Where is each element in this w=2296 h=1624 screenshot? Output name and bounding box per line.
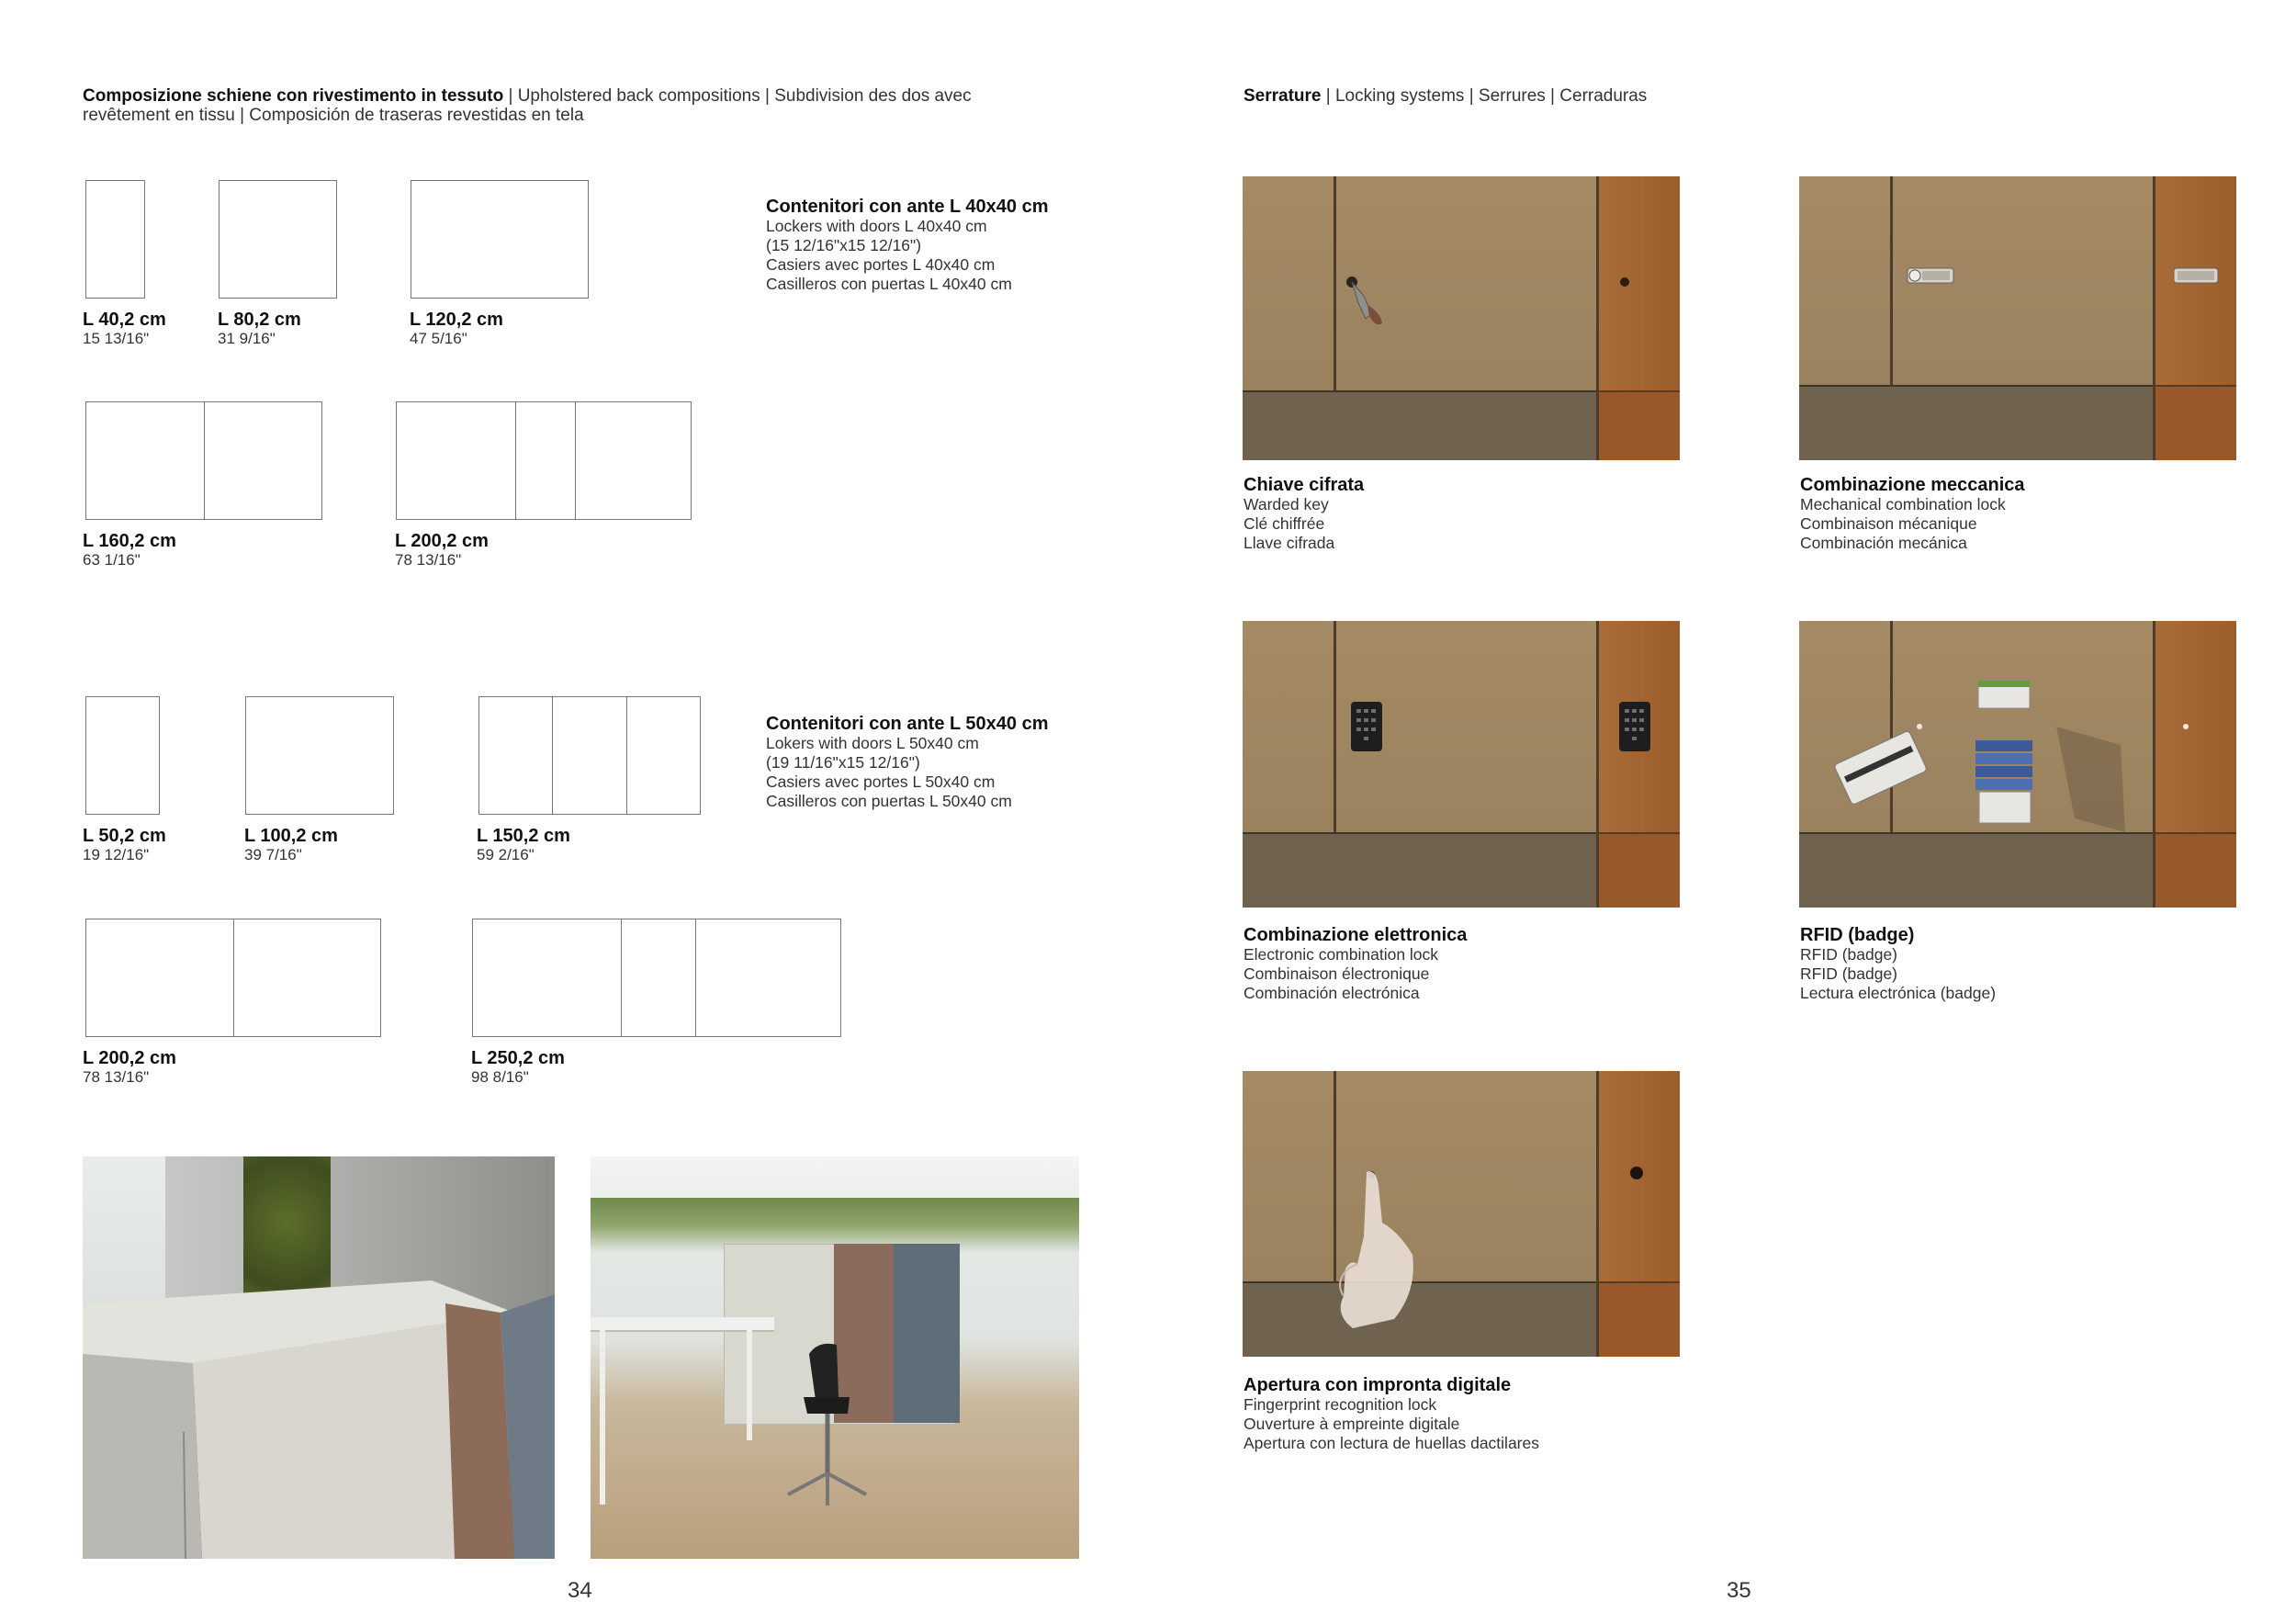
- dim-label-40-5: L 200,2 cm 78 13/16": [395, 531, 489, 569]
- dim-label-50-5: L 250,2 cm 98 8/16": [471, 1048, 565, 1086]
- composition-diagram-40-3: [411, 180, 589, 299]
- lock-description-rfid-badge: RFID (badge) RFID (badge) RFID (badge) Lectura electrónica (badge): [1800, 925, 1997, 1002]
- right-page-number: 35: [1727, 1578, 1751, 1603]
- left-page-header: [83, 86, 1056, 125]
- lock-description-fingerprint: Apertura con impronta digitale Fingerprint recognition lock Ouverture à empreinte digitale Apertura con lectura de huellas dactilares: [1244, 1375, 1539, 1452]
- cabinet-closeup-photo: [83, 1156, 555, 1559]
- right-header-bold: Serrature: [1244, 86, 1322, 106]
- composition-diagram-50-2: [245, 696, 394, 815]
- group-50-line: Casiers avec portes L 50x40 cm: [766, 773, 996, 791]
- composition-diagram-40-4: [85, 401, 322, 520]
- composition-diagram-40-1: [85, 180, 145, 299]
- left-header-rest: | Upholstered back compositions | Subdivision des dos avec revêtement en tissu | Composición de traseras revestidas en tela: [83, 86, 972, 125]
- group-40-line: Lockers with doors L 40x40 cm: [766, 217, 987, 235]
- group-40-title: Contenitori con ante L 40x40 cm: [766, 197, 1049, 217]
- dim-label-40-3: L 120,2 cm 47 5/16": [410, 310, 503, 347]
- warded-key-lock-photo: [1243, 176, 1680, 460]
- composition-diagram-50-4: [85, 919, 381, 1037]
- group-40-line: Casiers avec portes L 40x40 cm: [766, 255, 996, 274]
- group-50-line: Casilleros con puertas L 50x40 cm: [766, 792, 1012, 810]
- group-40-line: (15 12/16"x15 12/16"): [766, 236, 922, 254]
- group-50-description: [766, 714, 1133, 811]
- left-header-bold: Composizione schiene con rivestimento in tessuto: [83, 86, 504, 106]
- group-50-line: Lokers with doors L 50x40 cm: [766, 734, 979, 752]
- right-page-header: [1244, 86, 2070, 106]
- group-50-title: Contenitori con ante L 50x40 cm: [766, 714, 1049, 734]
- lock-description-mechanical-combination: Combinazione meccanica Mechanical combination lock Combinaison mécanique Combinación mecánica: [1800, 475, 2025, 552]
- composition-diagram-40-2: [219, 180, 337, 299]
- lock-description-electronic-combination: Combinazione elettronica Electronic combination lock Combinaison électronique Combinación electrónica: [1244, 925, 1468, 1002]
- dim-label-50-3: L 150,2 cm 59 2/16": [477, 826, 570, 863]
- rfid-badge-lock-photo: [1799, 621, 2236, 908]
- composition-diagram-40-5: [396, 401, 692, 520]
- mechanical-combination-lock-photo: [1799, 176, 2236, 460]
- lock-description-warded-key: Chiave cifrata Warded key Clé chiffrée Llave cifrada: [1244, 475, 1365, 552]
- group-50-line: (19 11/16"x15 12/16"): [766, 753, 920, 772]
- fingerprint-lock-photo: [1243, 1071, 1680, 1357]
- dim-label-40-1: L 40,2 cm 15 13/16": [83, 310, 166, 347]
- office-interior-photo: [591, 1156, 1079, 1559]
- electronic-combination-lock-photo: [1243, 621, 1680, 908]
- group-40-description: [766, 197, 1133, 294]
- group-40-line: Casilleros con puertas L 40x40 cm: [766, 275, 1012, 293]
- dim-label-50-1: L 50,2 cm 19 12/16": [83, 826, 166, 863]
- composition-diagram-50-5: [472, 919, 841, 1037]
- dim-label-50-4: L 200,2 cm 78 13/16": [83, 1048, 176, 1086]
- composition-diagram-50-1: [85, 696, 160, 815]
- left-page-number: 34: [568, 1578, 592, 1603]
- right-header-rest: | Locking systems | Serrures | Cerraduras: [1321, 86, 1648, 106]
- dim-label-40-4: L 160,2 cm 63 1/16": [83, 531, 176, 569]
- composition-diagram-50-3: [478, 696, 701, 815]
- dim-label-40-2: L 80,2 cm 31 9/16": [218, 310, 301, 347]
- dim-label-50-2: L 100,2 cm 39 7/16": [244, 826, 338, 863]
